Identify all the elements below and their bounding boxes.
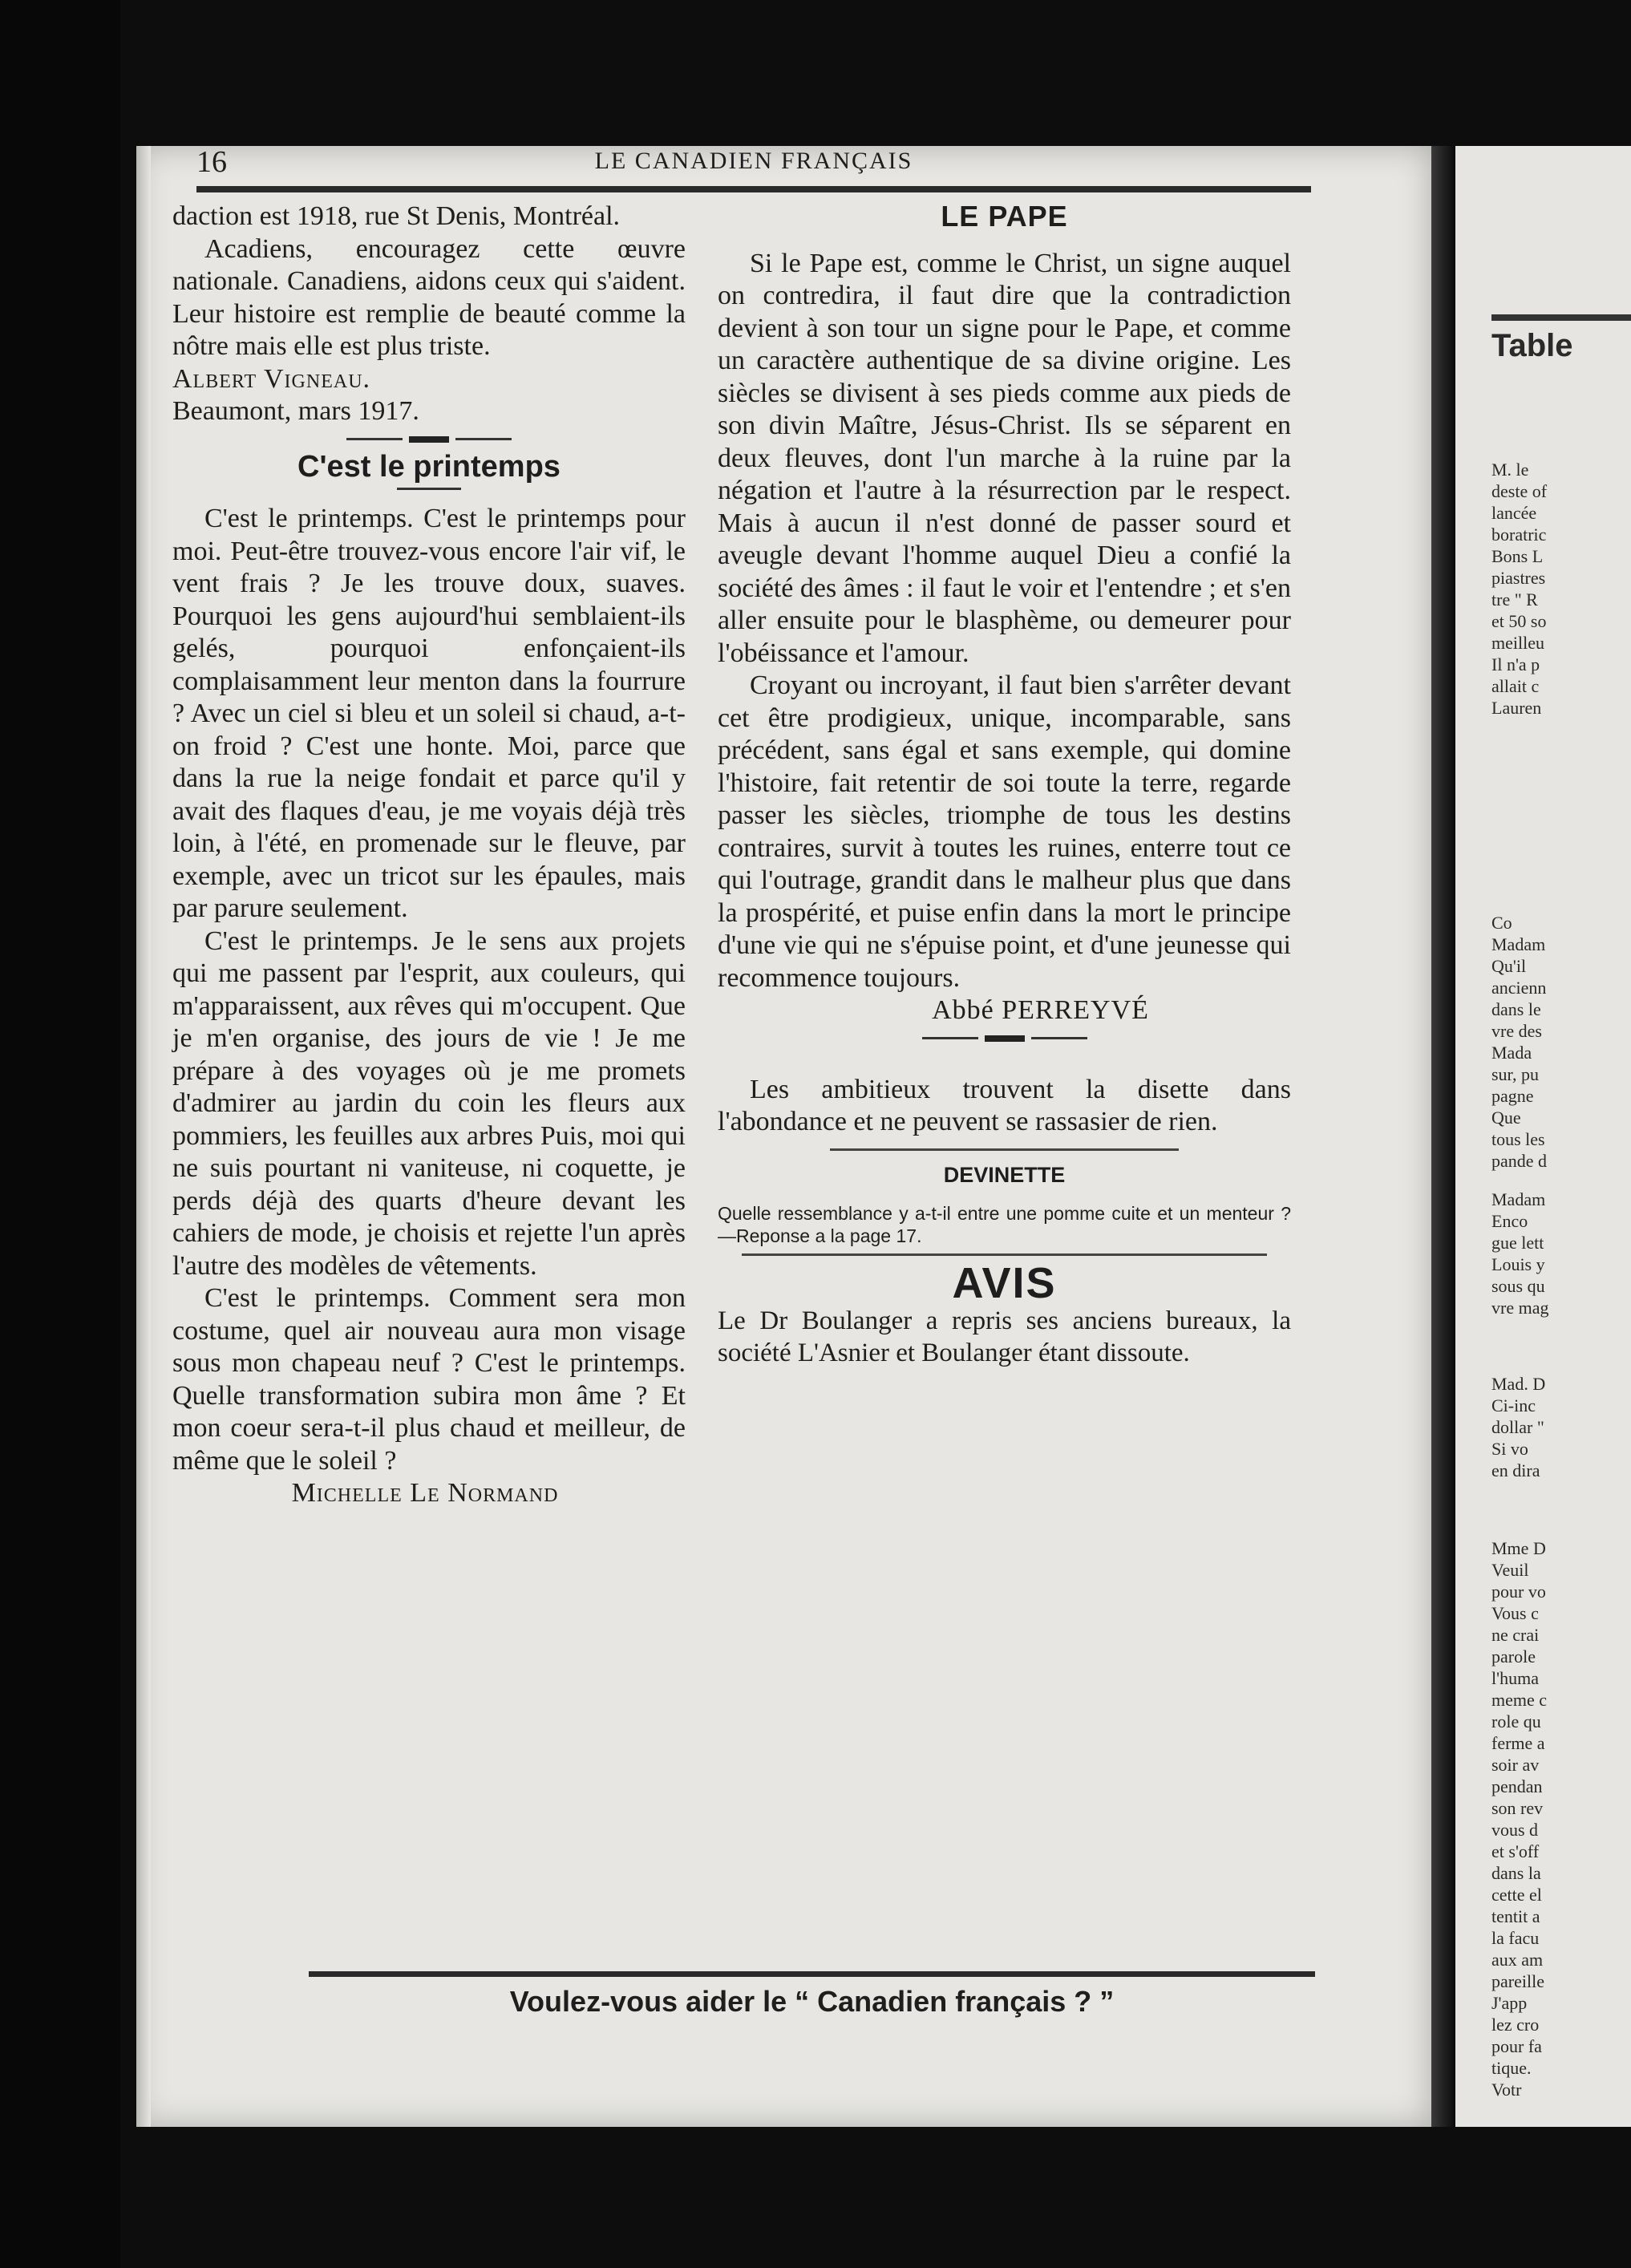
adjacent-page-fragment: Co	[1491, 913, 1512, 933]
adjacent-page-fragment: vous d	[1491, 1820, 1539, 1840]
adjacent-page-fragment: soir av	[1491, 1755, 1540, 1775]
adjacent-page-fragment: pour vo	[1491, 1582, 1546, 1602]
adjacent-page-fragment: aux am	[1491, 1950, 1544, 1970]
title-underline	[397, 488, 461, 490]
adjacent-page-fragment: deste of	[1491, 481, 1548, 501]
page-header	[196, 136, 1311, 184]
adjacent-page-fragment: J'app	[1491, 1993, 1528, 2013]
adjacent-page-fragment: tous les	[1491, 1129, 1545, 1149]
adjacent-page-fragment: Enco	[1491, 1211, 1528, 1231]
adjacent-page-fragment: et s'off	[1491, 1841, 1540, 1861]
journal-title: LE CANADIEN FRANÇAIS	[594, 148, 913, 174]
adjacent-page-fragment: sur, pu	[1491, 1064, 1540, 1084]
adjacent-page-fragment: Madam	[1491, 1189, 1546, 1209]
article-paragraph: Croyant ou incroyant, il faut bien s'arrêter devant cet être prodigieux, unique, incomparable, sans précédent, sans égal et sans exemple, qui domine l'histoire, fait retentir de soi toute la terre, regarde passer les siècles, triomphe de tous les destins contraires, survit à toutes les ruines, enterre tout ce qui l'outrage, grandit dans le malheur plus que dans la prospérité, et puise enfin dans la mort le principe d'une vie qui ne s'épuise point, et d'une jeunesse qui recommence toujours.	[718, 670, 1291, 993]
section-divider	[172, 431, 686, 448]
continuation-paragraph: Acadiens, encouragez cette œuvre nationale. Canadiens, aidons ceux qui s'aident. Leur histoire est remplie de beauté comme la nôtre mais elle est plus triste.	[172, 233, 686, 361]
adjacent-page-fragment: son rev	[1491, 1798, 1544, 1818]
adjacent-page-fragment: Votr	[1491, 2080, 1522, 2100]
adjacent-page-fragment: tentit a	[1491, 1906, 1540, 1926]
adjacent-page-fragment: pande d	[1491, 1151, 1548, 1171]
adjacent-page-fragment: Vous c	[1491, 1603, 1539, 1623]
adjacent-page-fragment: boratric	[1491, 524, 1547, 545]
footer-appeal: Voulez-vous aider le “ Canadien français ? ”	[509, 1985, 1115, 2018]
adjacent-page-fragment: M. le	[1491, 460, 1529, 480]
article-paragraph: C'est le printemps. Comment sera mon costume, quel air nouveau aura mon visage sous mon chapeau neuf ? C'est le printemps. Quelle transformation subira mon âme ? Et mon coeur sera-t-il plus chaud et meilleur, de même que le soleil ?	[172, 1283, 686, 1476]
article-paragraph: C'est le printemps. Je le sens aux projets qui me passent par l'esprit, aux couleurs, qui m'apparaissent, aux rêves qui m'occupent. Que je m'en organise, des jours de vie ! Je me prépare à des voyages où je me promets d'admirer au jardin du coin les fleurs aux pommiers, les feuilles aux arbres Puis, moi qui ne suis pourtant ni vaniteuse, ni coquette, je perds déjà des quarts d'heure devant les cahiers de mode, je choisis et rejette l'un après l'autre des modèles de vêtements.	[172, 925, 686, 1281]
adjacent-page-fragment: gue lett	[1491, 1233, 1544, 1253]
devinette-title: DEVINETTE	[943, 1162, 1066, 1187]
adjacent-page-fragment: Qu'il	[1491, 956, 1527, 976]
adjacent-page-fragment: Bons L	[1491, 546, 1544, 566]
adjacent-page-fragment: ferme a	[1491, 1733, 1545, 1753]
adjacent-page-fragment: sous qu	[1491, 1276, 1545, 1296]
signature-vigneau: Albert Vigneau.	[172, 363, 371, 394]
adjacent-page-fragment: ne crai	[1491, 1625, 1540, 1645]
adjacent-page-fragment: Que	[1491, 1108, 1521, 1128]
adjacent-page-fragment: cette el	[1491, 1885, 1542, 1905]
adjacent-page-fragment: pareille	[1491, 1971, 1544, 1991]
maxim-text: Les ambitieux trouvent la disette dans l'abondance et ne peuvent se rassasier de rien.	[718, 1074, 1291, 1136]
section-divider	[718, 1031, 1291, 1047]
book-gutter	[1431, 146, 1455, 2127]
adjacent-page-fragment: dollar "	[1491, 1417, 1544, 1437]
adjacent-page-fragment: Mad. D	[1491, 1374, 1546, 1394]
adjacent-page-fragment: piastres	[1491, 568, 1546, 588]
page-edge-shadow	[136, 146, 151, 2127]
article-title-printemps: C'est le printemps	[297, 449, 561, 484]
adjacent-page-fragment: Louis y	[1491, 1254, 1545, 1274]
article-paragraph: C'est le printemps. C'est le printemps pour moi. Peut-être trouvez-vous encore l'air vif, le vent frais ? Je les trouve doux, suaves. Pourquoi les gens aujourd'hui semblaient-ils gelés, pourquoi enfonçaient-ils complaisamment leur menton dans la fourrure ? Avec un ciel si bleu et un soleil si chaud, a-t-on froid ? C'est une honte. Moi, parce que dans la rue la neige fondait et parce qu'il y avait des flaques d'eau, je me voyais déjà très loin, à l'été, en promenade sur le fleuve, par exemple, avec un tricot sur les épaules, mais par parure seulement.	[172, 504, 686, 923]
left-column	[172, 200, 686, 1510]
adjacent-page-fragment: meme c	[1491, 1690, 1548, 1710]
avis-title: AVIS	[952, 1259, 1057, 1307]
divider-rule	[742, 1253, 1267, 1256]
signature-le-normand: Michelle Le Normand	[291, 1478, 559, 1508]
adjacent-page-fragment: tique.	[1491, 2058, 1532, 2078]
adjacent-page-fragment: Veuil	[1491, 1560, 1529, 1580]
adjacent-page-fragment: et 50 so	[1491, 611, 1547, 631]
adjacent-page-fragment: parole	[1491, 1646, 1536, 1667]
adjacent-page-fragment: Ci-inc	[1491, 1395, 1536, 1415]
page-number: 16	[196, 145, 227, 179]
adjacent-page-fragment: role qu	[1491, 1711, 1541, 1731]
adjacent-page-fragment: lancée	[1491, 503, 1537, 523]
adjacent-page-fragment: l'huma	[1491, 1668, 1539, 1688]
adjacent-page-fragment: lez cro	[1491, 2015, 1540, 2035]
adjacent-page-fragment: vre des	[1491, 1021, 1542, 1041]
adjacent-page-fragment: pendan	[1491, 1776, 1543, 1796]
adjacent-page-fragment: Mada	[1491, 1043, 1532, 1063]
article-title-pape: LE PAPE	[941, 200, 1068, 233]
adjacent-page-rule	[1491, 314, 1631, 321]
signature-perreyve: Abbé PERREYVÉ	[932, 995, 1149, 1025]
header-rule	[196, 186, 1311, 192]
adjacent-page-fragment: dans le	[1491, 999, 1541, 1019]
adjacent-page	[1455, 146, 1631, 2127]
adjacent-page-fragment: tre " R	[1491, 589, 1538, 610]
right-column	[718, 200, 1291, 1370]
adjacent-page-fragment: allait c	[1491, 676, 1540, 696]
adjacent-page-fragment: Lauren	[1491, 698, 1542, 718]
adjacent-page-title: Table	[1491, 328, 1573, 363]
adjacent-page-fragment: en dira	[1491, 1460, 1540, 1480]
avis-text: Le Dr Boulanger a repris ses anciens bureaux, la société L'Asnier et Boulanger étant dissoute.	[718, 1306, 1291, 1367]
adjacent-page-fragment: pour fa	[1491, 2036, 1542, 2056]
divider-rule	[830, 1148, 1179, 1151]
adjacent-page-fragment: Si vo	[1491, 1439, 1528, 1459]
adjacent-page-fragment: dans la	[1491, 1863, 1541, 1883]
adjacent-page-fragment: Il n'a p	[1491, 654, 1540, 674]
adjacent-page-fragment: vre mag	[1491, 1298, 1549, 1318]
adjacent-page-fragment: la facu	[1491, 1928, 1540, 1948]
bottom-rule	[309, 1971, 1315, 1977]
scan-border-left	[0, 0, 120, 2268]
article-paragraph: Si le Pape est, comme le Christ, un signe auquel on contredira, il faut dire que la contradiction devient à son tour un signe pour le Pape, et comme un caractère authentique de sa divine origine. Les siècles se divisent à ses pieds comme aux pieds de son divin Maître, Jésus-Christ. Ils se séparent en deux fleuves, dont l'un marche à la ruine par la négation et l'autre à la résurrection par le respect. Mais à aucun il n'est donné de passer sourd et aveugle devant l'homme auquel Dieu a confié la société des âmes : il faut le voir et l'entendre ; et s'en aller ensuite pour le blasphème, ou demeurer pour l'obéissance et l'amour.	[718, 248, 1291, 668]
adjacent-page-fragment: meilleu	[1491, 633, 1544, 653]
devinette-text: Quelle ressemblance y a-t-il entre une pomme cuite et un menteur ?—Reponse a la page 17.	[718, 1203, 1291, 1246]
continuation-paragraph: daction est 1918, rue St Denis, Montréal.	[172, 201, 621, 231]
adjacent-page-fragment: pagne	[1491, 1086, 1534, 1106]
adjacent-page-fragment: Mme D	[1491, 1538, 1546, 1558]
place-date: Beaumont, mars 1917.	[172, 396, 419, 426]
adjacent-page-fragment: Madam	[1491, 934, 1546, 954]
adjacent-page-fragment: ancienn	[1491, 978, 1547, 998]
